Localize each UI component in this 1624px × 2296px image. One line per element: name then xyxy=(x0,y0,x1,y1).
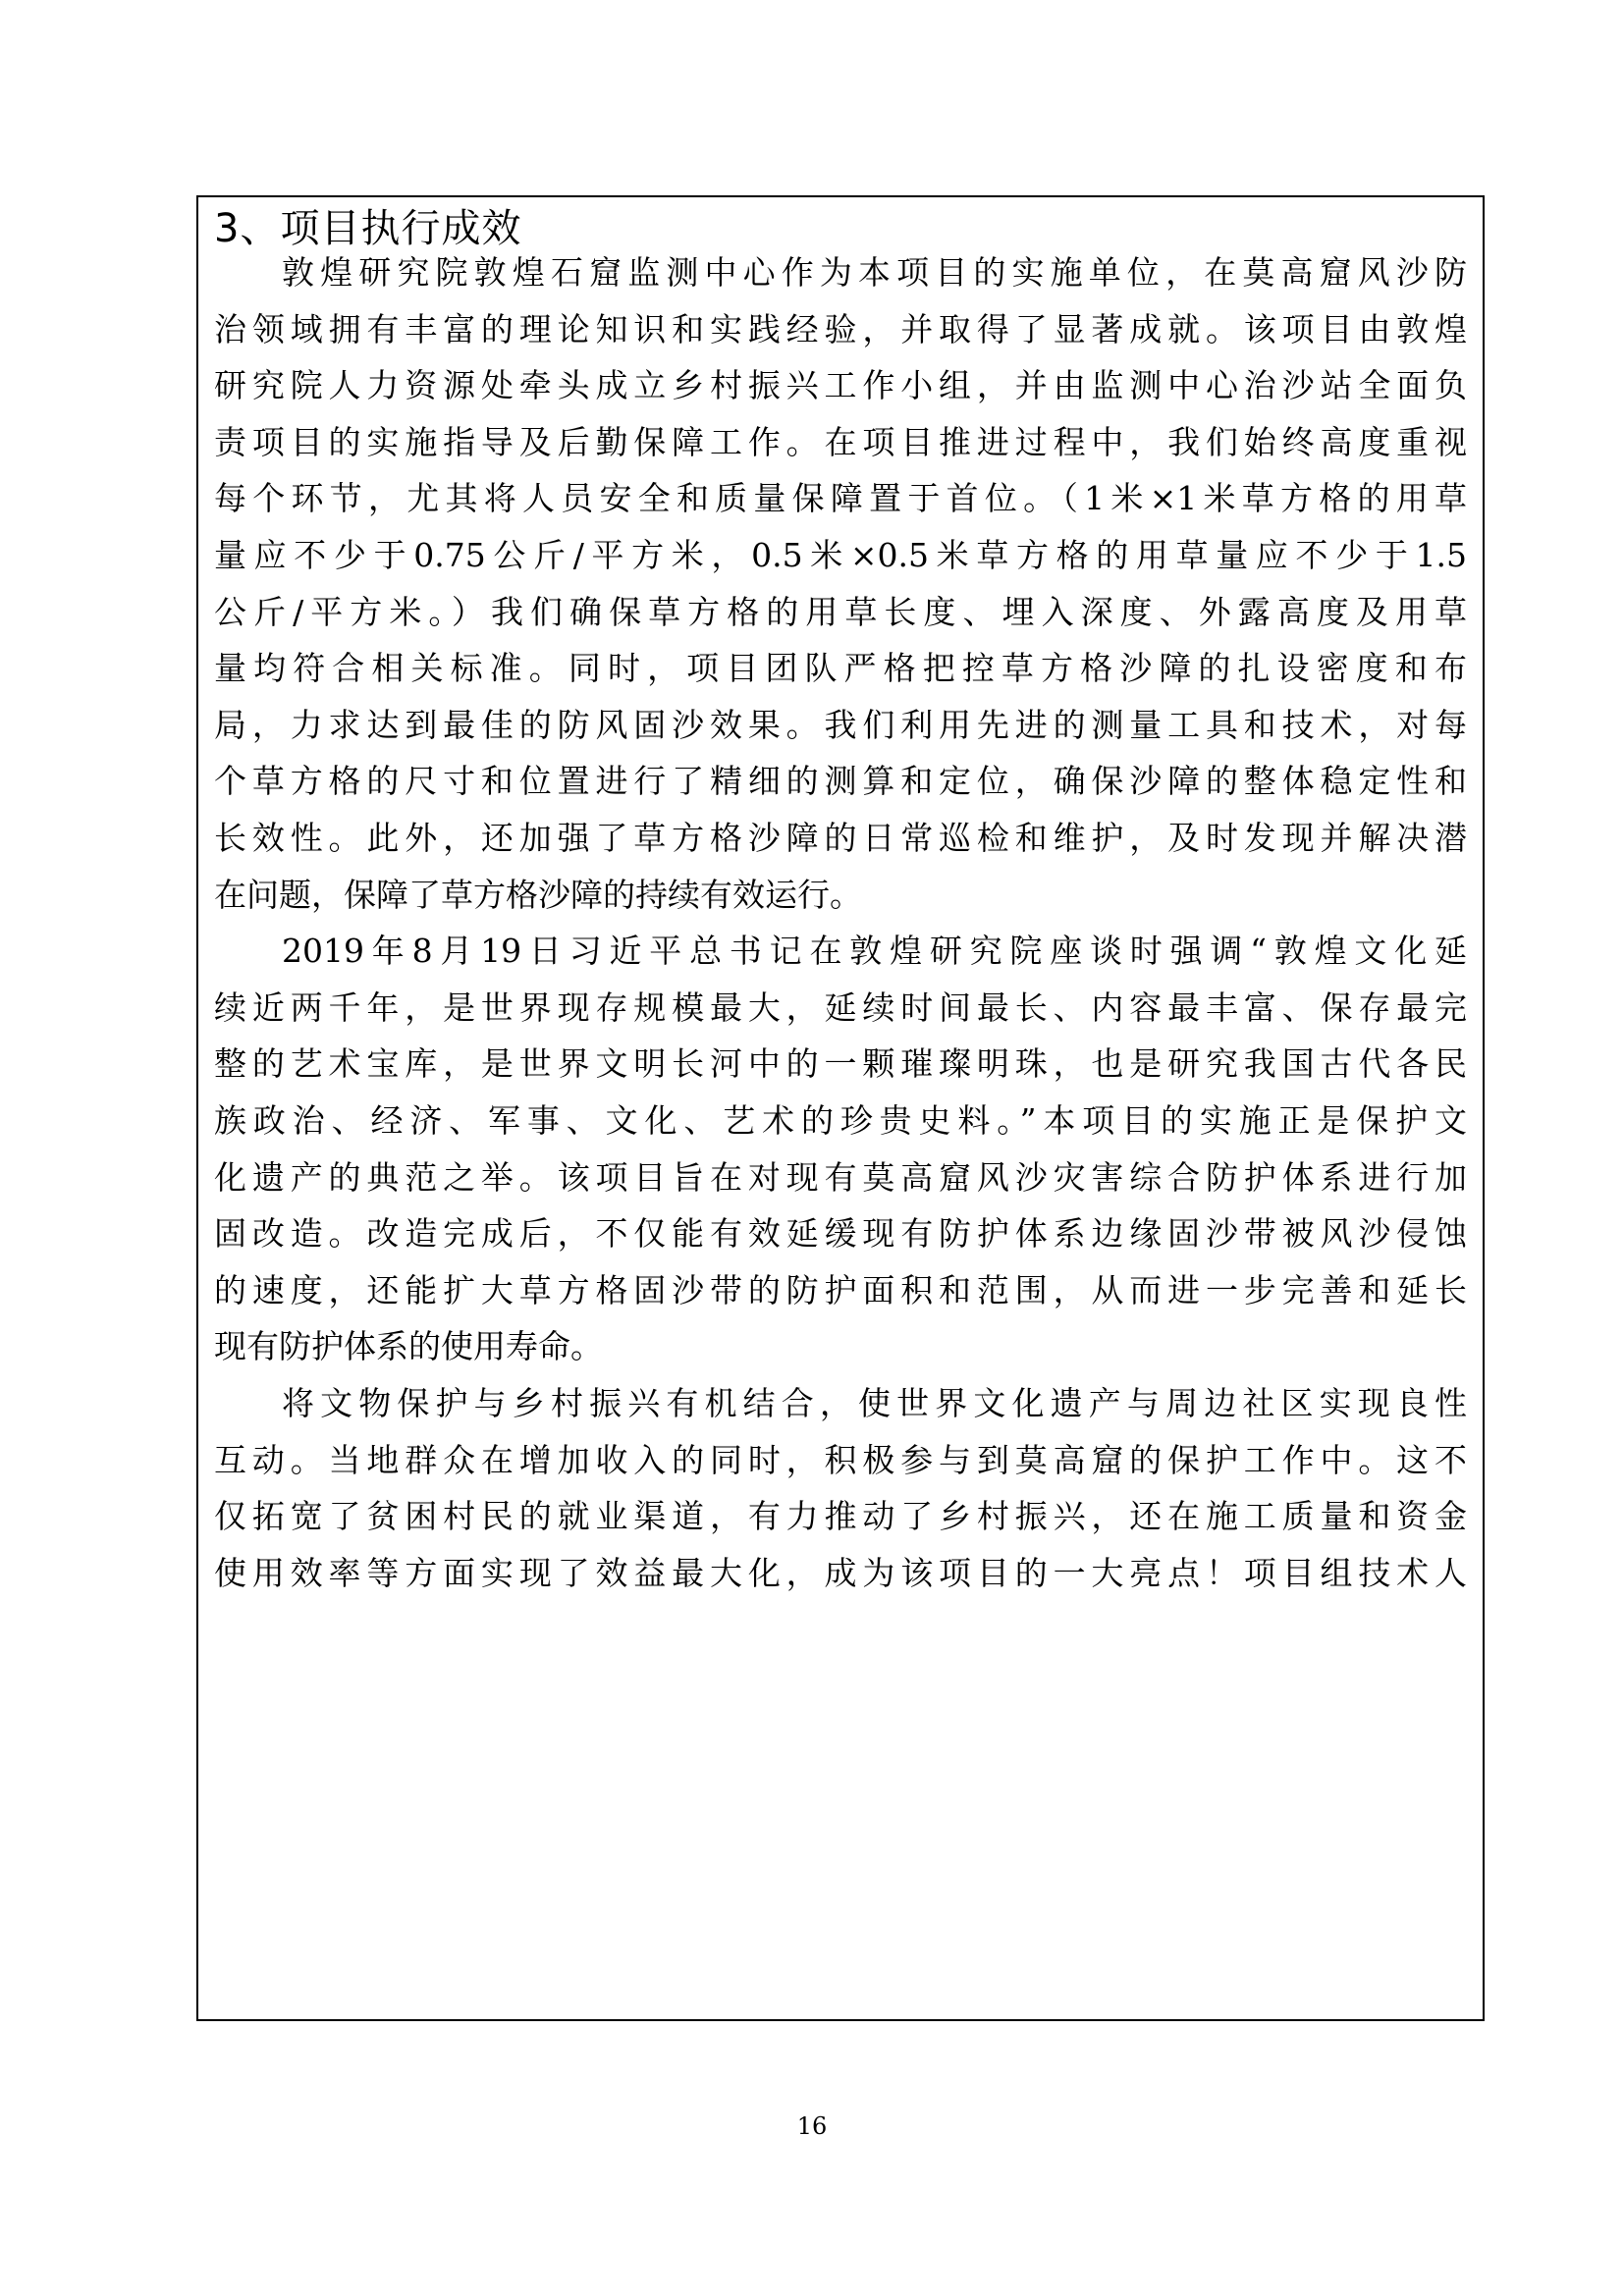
paragraph-line: 责项目的实施指导及后勤保障工作。在项目推进过程中，我们始终高度重视 xyxy=(214,423,1467,461)
paragraph-line: 续近两千年，是世界现存规模最大，延续时间最长、内容最丰富、保存最完 xyxy=(214,988,1467,1027)
paragraph-line: 使用效率等方面实现了效益最大化，成为该项目的一大亮点！项目组技术人 xyxy=(214,1554,1467,1592)
paragraph-line: 量均符合相关标准。同时，项目团队严格把控草方格沙障的扎设密度和布 xyxy=(214,649,1467,687)
paragraph-line: 现有防护体系的使用寿命。 xyxy=(214,1327,603,1365)
paragraph-line: 每个环节，尤其将人员安全和质量保障置于首位。（1米×1米草方格的用草 xyxy=(214,479,1467,517)
paragraph-line: 将文物保护与乡村振兴有机结合，使世界文化遗产与周边社区实现良性 xyxy=(282,1384,1467,1422)
paragraph-line: 研究院人力资源处牵头成立乡村振兴工作小组，并由监测中心治沙站全面负 xyxy=(214,366,1467,404)
paragraph-line: 敦煌研究院敦煌石窟监测中心作为本项目的实施单位，在莫高窟风沙防 xyxy=(282,253,1467,292)
paragraph-line: 在问题，保障了草方格沙障的持续有效运行。 xyxy=(214,876,862,914)
paragraph-line: 长效性。此外，还加强了草方格沙障的日常巡检和维护，及时发现并解决潜 xyxy=(214,819,1467,857)
paragraph-line: 整的艺术宝库，是世界文明长河中的一颗璀璨明珠，也是研究我国古代各民 xyxy=(214,1044,1467,1083)
paragraph-line: 2019年8月19日习近平总书记在敦煌研究院座谈时强调“敦煌文化延 xyxy=(282,932,1467,970)
paragraph-line: 化遗产的典范之举。该项目旨在对现有莫高窟风沙灾害综合防护体系进行加 xyxy=(214,1158,1467,1197)
paragraph-line: 互动。当地群众在增加收入的同时，积极参与到莫高窟的保护工作中。这不 xyxy=(214,1441,1467,1479)
paragraph-line: 量应不少于0.75公斤/平方米，0.5米×0.5米草方格的用草量应不少于1.5 xyxy=(214,536,1467,574)
paragraph-line: 治领域拥有丰富的理论知识和实践经验，并取得了显著成就。该项目由敦煌 xyxy=(214,310,1467,348)
page-number: 16 xyxy=(796,2112,828,2140)
paragraph-line: 个草方格的尺寸和位置进行了精细的测算和定位，确保沙障的整体稳定性和 xyxy=(214,762,1467,800)
paragraph-line: 公斤/平方米。）我们确保草方格的用草长度、埋入深度、外露高度及用草 xyxy=(214,593,1467,631)
paragraph-line: 的速度，还能扩大草方格固沙带的防护面积和范围，从而进一步完善和延长 xyxy=(214,1271,1467,1309)
paragraph-line: 局，力求达到最佳的防风固沙效果。我们利用先进的测量工具和技术，对每 xyxy=(214,706,1467,744)
paragraph-line: 族政治、经济、军事、文化、艺术的珍贵史料。”本项目的实施正是保护文 xyxy=(214,1101,1467,1140)
section-heading: 3、项目执行成效 xyxy=(214,206,522,251)
paragraph-line: 仅拓宽了贫困村民的就业渠道，有力推动了乡村振兴，还在施工质量和资金 xyxy=(214,1497,1467,1535)
paragraph-line: 固改造。改造完成后，不仅能有效延缓现有防护体系边缘固沙带被风沙侵蚀 xyxy=(214,1214,1467,1253)
